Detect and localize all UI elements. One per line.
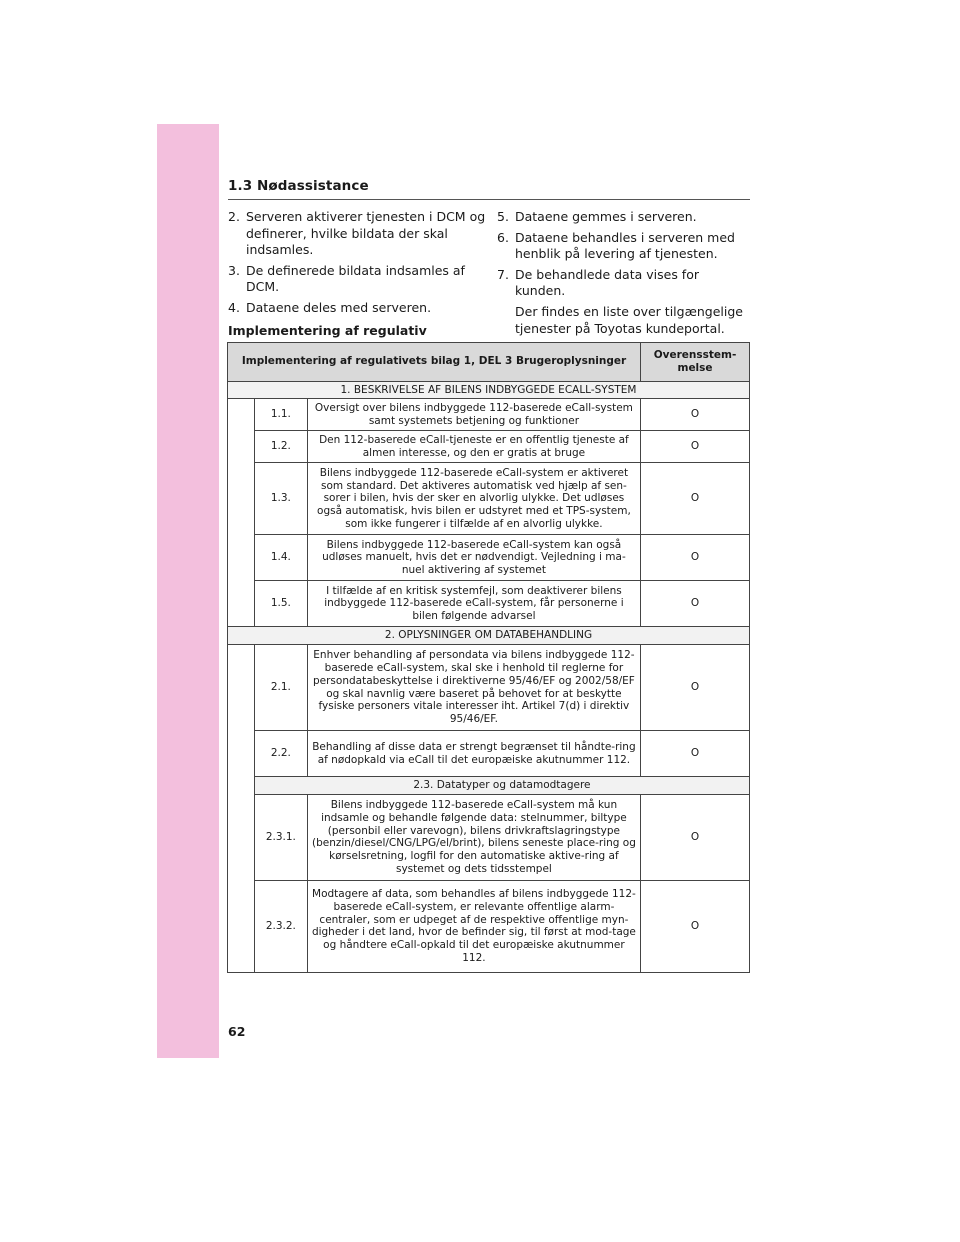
row-number: 1.4. (254, 535, 307, 581)
row-text: Bilens indbyggede 112-baserede eCall-system er aktiveret som standard. Det aktiveres automatisk ved hjælp af sen-sorer i bilen, hvis der sker en alvorlig ulykke. Det udløses også automatisk, hvis bilen er udstyret med et TPS-system, som ikke fungerer i tilfælde af en alvorlig ulykke. (307, 463, 640, 535)
section-title: 1.3 Nødassistance (228, 178, 369, 194)
row-compliance: O (641, 880, 750, 972)
row-number: 2.2. (254, 731, 307, 777)
indent-cell (228, 399, 255, 627)
step-text: Dataene gemmes i serveren. (515, 209, 697, 224)
table-row (228, 645, 750, 731)
row-text: Enhver behandling af persondata via bilens indbyggede 112-baserede eCall-system, skal ske i henhold til reglerne for persondatabeskyttelse i direktiverne 95/46/EF og 2002/58/EF og skal navnlig være baseret på behovet for at beskytte fysiske personers vitale interesser iht. Artikel 7(d) i direktiv 95/46/EF. (307, 645, 640, 731)
row-text: Modtagere af data, som behandles af bilens indbyggede 112-baserede eCall-system, er relevante offentlige alarm-centraler, som er udpeget af de respektive offentlige myn-digheder i det land, hvor de befinder sig, til først at mod-tage og håndtere eCall-opkald til det europæiske akutnummer 112. (307, 880, 640, 972)
table-row (228, 794, 750, 880)
table-row (228, 731, 750, 777)
table-row (228, 535, 750, 581)
step-item (228, 263, 488, 296)
row-text: I tilfælde af en kritisk systemfejl, som deaktiverer bilens indbyggede 112-baserede eCall-system, får personerne i bilen følgende advarsel (307, 581, 640, 627)
portal-note: Der findes en liste over tilgængelige tjenester på Toyotas kundeportal. (515, 303, 743, 336)
indent-cell (228, 645, 255, 973)
row-number: 2.1. (254, 645, 307, 731)
step-number: 6. (497, 229, 509, 245)
row-compliance: O (641, 794, 750, 880)
row-compliance: O (641, 431, 750, 463)
row-compliance: O (641, 463, 750, 535)
row-compliance: O (641, 731, 750, 777)
step-text: Serveren aktiverer tjenesten i DCM og definerer, hvilke bildata der skal indsamles. (246, 209, 486, 258)
step-text: De definerede bildata indsamles af DCM. (246, 262, 465, 295)
row-number: 1.2. (254, 431, 307, 463)
row-number: 2.3.2. (254, 880, 307, 972)
row-text: Bilens indbyggede 112-baserede eCall-system kan også udløses manuelt, hvis det er nødvendigt. Vejledning i ma-nuel aktivering af systemet (307, 535, 640, 581)
table-row (228, 880, 750, 972)
step-number: 3. (228, 262, 240, 278)
table-row (228, 463, 750, 535)
row-compliance: O (641, 535, 750, 581)
row-compliance: O (641, 399, 750, 431)
row-compliance: O (641, 645, 750, 731)
step-number: 2. (228, 209, 240, 224)
step-number: 4. (228, 299, 240, 315)
regulation-heading: Implementering af regulativ (228, 323, 427, 338)
step-item (497, 209, 752, 226)
step-number: 7. (497, 266, 509, 282)
steps-left-column (228, 209, 488, 321)
step-item (228, 300, 488, 317)
step-item (497, 230, 752, 263)
row-text: Bilens indbyggede 112-baserede eCall-system må kun indsamle og behandle følgende data: stelnummer, biltype (personbil eller varevogn), bilens drivkraftslagringstype (benzin/diesel/CNG/LPG/el/brint), bilens seneste place-ring og kørselsretning, logfil for den automatiske aktive-ring af systemet og dets tidsstempel (307, 794, 640, 880)
row-number: 1.3. (254, 463, 307, 535)
regulation-table (227, 342, 750, 973)
step-text: Dataene behandles i serveren med henblik på levering af tjenesten. (515, 229, 735, 262)
table-header-row (228, 343, 750, 382)
step-item (228, 209, 488, 259)
step-text: De behandlede data vises for kunden. (515, 266, 699, 299)
table-row (228, 581, 750, 627)
table-section-row (228, 381, 750, 399)
section-divider (228, 199, 750, 200)
table-header-requirement: Implementering af regulativets bilag 1, DEL 3 Brugeroplysninger (228, 343, 641, 382)
row-text: Behandling af disse data er strengt begrænset til håndte-ring af nødopkald via eCall til det europæiske akutnummer 112. (307, 731, 640, 777)
row-number: 2.3.1. (254, 794, 307, 880)
steps-right-column (497, 209, 752, 337)
step-item (497, 267, 752, 300)
section-title-cell: 1. BESKRIVELSE AF BILENS INDBYGGEDE ECALL-SYSTEM (228, 381, 750, 399)
page-side-tab (157, 124, 219, 1058)
row-compliance: O (641, 581, 750, 627)
table-row (228, 431, 750, 463)
row-text: Den 112-baserede eCall-tjeneste er en offentlig tjeneste af almen interesse, og den er gratis at bruge (307, 431, 640, 463)
table-header-compliance: Overensstem-melse (641, 343, 750, 382)
subsection-title-cell: 2.3. Datatyper og datamodtagere (254, 777, 749, 795)
row-text: Oversigt over bilens indbyggede 112-baserede eCall-system samt systemets betjening og funktioner (307, 399, 640, 431)
row-number: 1.5. (254, 581, 307, 627)
step-text: Dataene deles med serveren. (246, 299, 432, 315)
table-section-row (228, 627, 750, 645)
table-row (228, 399, 750, 431)
page-number: 62 (228, 1024, 246, 1039)
step-number: 5. (497, 209, 509, 224)
row-number: 1.1. (254, 399, 307, 431)
table-subsection-row (228, 777, 750, 795)
section-title-cell: 2. OPLYSNINGER OM DATABEHANDLING (228, 627, 750, 645)
